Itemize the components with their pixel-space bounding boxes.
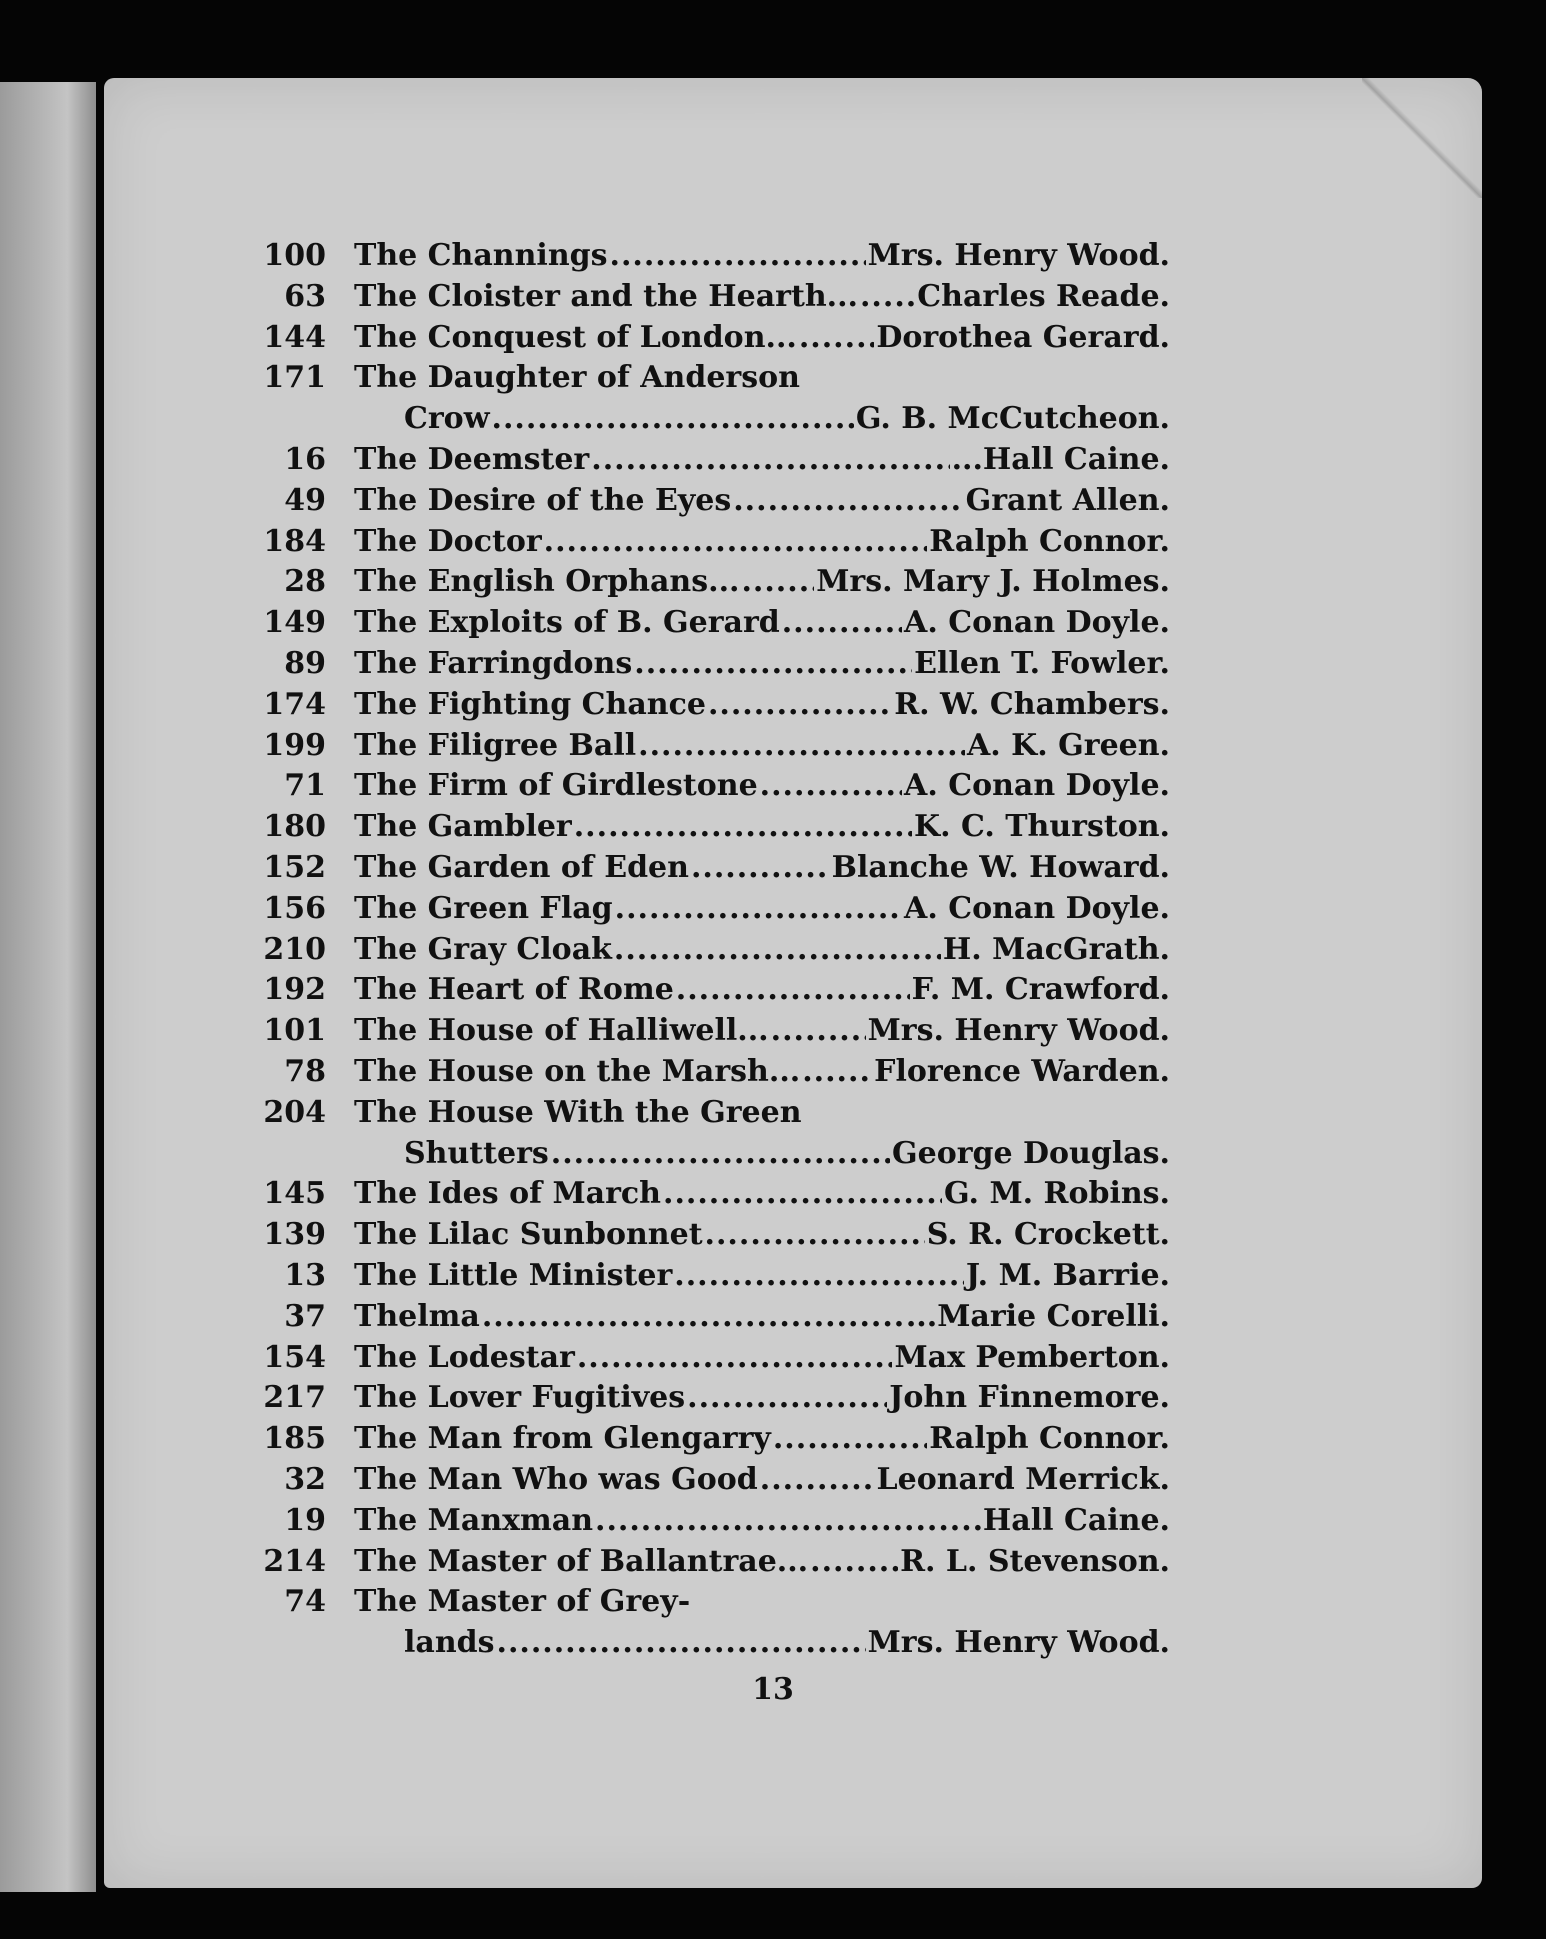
entry-number: 217 [263, 1380, 326, 1416]
entry-line [354, 522, 1170, 563]
entry-title: Thelma [354, 1298, 480, 1334]
entry-line [354, 481, 1170, 522]
entry-author: Grant Allen. [965, 482, 1170, 518]
entry-title: The Farringdons [354, 645, 633, 681]
entry-title-continuation: Shutters [404, 1135, 549, 1171]
entry-title: The Heart of Rome [354, 972, 674, 1008]
listing-entry [250, 1582, 1170, 1664]
dot-leader [482, 1297, 904, 1338]
dot-leader [663, 1174, 942, 1215]
entry-continuation-line [404, 1623, 1170, 1664]
dot-leader [799, 318, 874, 359]
dot-leader [615, 889, 902, 930]
entry-author: Leonard Merrick. [876, 1461, 1170, 1497]
entry-number: 154 [263, 1339, 326, 1375]
entry-title: The Filigree Ball [354, 727, 637, 763]
entry-continuation-line [404, 399, 1170, 440]
entry-line [354, 1174, 1170, 1215]
dot-leader [614, 930, 941, 971]
entry-line [354, 1419, 1170, 1460]
entry-number: 185 [263, 1421, 326, 1457]
entry-line [354, 318, 1170, 359]
entry-number: 71 [284, 768, 326, 804]
entry-line [354, 1093, 1170, 1134]
entry-author: Hall Caine. [982, 1502, 1170, 1538]
entry-author: ...Marie Corelli. [905, 1298, 1170, 1334]
dot-leader [638, 726, 965, 767]
listing-entry [250, 644, 1170, 685]
entry-line [354, 1215, 1170, 1256]
entry-number: 19 [284, 1502, 326, 1538]
dot-leader [771, 1011, 866, 1052]
entry-title: The Daughter of Anderson [354, 360, 800, 396]
dot-leader [492, 399, 854, 440]
dot-leader [773, 1419, 927, 1460]
entry-number: 145 [263, 1176, 326, 1212]
entry-title: The Fighting Chance [354, 686, 706, 722]
entry-line [354, 562, 1170, 603]
entry-line [354, 807, 1170, 848]
entry-number: 184 [263, 523, 326, 559]
entry-author: George Douglas. [891, 1135, 1170, 1171]
entry-title: The Lilac Sunbonnet [354, 1217, 703, 1253]
entry-title: The Channings [354, 238, 608, 273]
dot-leader [551, 1134, 890, 1175]
dot-leader [741, 562, 814, 603]
entry-number: 174 [263, 686, 326, 722]
listing-entry [250, 562, 1170, 603]
previous-page-edge [0, 82, 96, 1892]
entry-author: Charles Reade. [917, 278, 1170, 314]
entry-author: ...Hall Caine. [951, 441, 1170, 477]
entry-author: Ellen T. Fowler. [914, 645, 1170, 681]
entry-line [354, 236, 1170, 277]
entry-author: K. C. Thurston. [914, 809, 1170, 845]
entry-title: The House With the Green [354, 1094, 802, 1130]
dot-leader [810, 1542, 898, 1583]
entry-title: The Man from Glengarry [354, 1421, 771, 1457]
entry-line [354, 970, 1170, 1011]
entry-author: Mrs. Henry Wood. [867, 1625, 1170, 1661]
dot-leader [497, 1623, 866, 1664]
entry-line [354, 644, 1170, 685]
listing-entry [250, 1460, 1170, 1501]
listing-entry [250, 1378, 1170, 1419]
entry-number: 32 [284, 1461, 326, 1497]
entry-author: A. Conan Doyle. [904, 768, 1170, 804]
entry-number: 156 [263, 890, 326, 926]
dot-leader [544, 522, 928, 563]
listing-entry [250, 807, 1170, 848]
entry-title: The Gambler [354, 809, 572, 845]
entry-line [354, 358, 1170, 399]
listing-entry [250, 481, 1170, 522]
entry-line [354, 1378, 1170, 1419]
dot-leader [687, 1378, 887, 1419]
dot-leader [595, 1501, 981, 1542]
entry-author: J. M. Barrie. [965, 1257, 1170, 1293]
listing-entry [250, 1093, 1170, 1175]
entry-author: A. Conan Doyle. [904, 605, 1170, 641]
entry-title: The Conquest of London... [354, 319, 797, 355]
entry-author: Mrs. Mary J. Holmes. [816, 564, 1170, 600]
listing-entry [250, 277, 1170, 318]
entry-author: R. L. Stevenson. [900, 1543, 1170, 1579]
listing-entry [250, 1419, 1170, 1460]
entry-author: R. W. Chambers. [894, 686, 1170, 722]
entry-title: The Deemster [354, 441, 590, 477]
entry-title: The Green Flag [354, 890, 613, 926]
entry-title: The House of Halliwell... [354, 1013, 769, 1049]
entry-author: F. M. Crawford. [911, 972, 1170, 1008]
listing-entry [250, 766, 1170, 807]
entry-author: H. MacGrath. [942, 931, 1170, 967]
entry-line [354, 1052, 1170, 1093]
entry-line [354, 1501, 1170, 1542]
entry-number: 152 [263, 849, 326, 885]
listing-entry [250, 1011, 1170, 1052]
entry-author: Mrs. Henry Wood. [867, 1013, 1170, 1049]
entry-author: Blanche W. Howard. [831, 849, 1170, 885]
entry-line [354, 889, 1170, 930]
entry-title: The House on the Marsh... [354, 1053, 801, 1089]
listing-entry [250, 685, 1170, 726]
dot-leader [760, 1460, 875, 1501]
entry-author: A. K. Green. [967, 727, 1170, 763]
entry-title: The Ides of March [354, 1176, 661, 1212]
entry-line [354, 685, 1170, 726]
entry-author: G. M. Robins. [944, 1176, 1170, 1212]
entry-title: The Man Who was Good [354, 1461, 758, 1497]
entry-author: Max Pemberton. [894, 1339, 1170, 1375]
dot-leader [782, 603, 902, 644]
listing-entry [250, 848, 1170, 889]
entry-number: 214 [263, 1543, 326, 1579]
entry-line [354, 1011, 1170, 1052]
dot-leader [577, 1338, 893, 1379]
dot-leader [574, 807, 912, 848]
dot-leader [591, 440, 949, 481]
entry-line [354, 930, 1170, 971]
entry-line [354, 1256, 1170, 1297]
entry-line [354, 1542, 1170, 1583]
entry-title: The Desire of the Eyes [354, 482, 732, 518]
listing-entry [250, 970, 1170, 1011]
entry-line [354, 440, 1170, 481]
entry-line [354, 766, 1170, 807]
entry-line [354, 1338, 1170, 1379]
entry-title: The Little Minister [354, 1257, 673, 1293]
entry-number: 192 [263, 972, 326, 1008]
entry-title: The Master of Grey- [354, 1584, 691, 1620]
listing-entry [250, 1256, 1170, 1297]
listing-entry [250, 318, 1170, 359]
listing-entry [250, 1338, 1170, 1379]
listing-entry [250, 522, 1170, 563]
entry-title: The English Orphans... [354, 564, 740, 600]
entry-number: 28 [284, 564, 326, 600]
page-corner-fold [1362, 78, 1482, 198]
entry-number: 63 [284, 278, 326, 314]
listing-entry [250, 236, 1170, 277]
listing-entry [250, 889, 1170, 930]
entry-number: 171 [263, 360, 326, 396]
listing-entry [250, 603, 1170, 644]
listing-entry [250, 1501, 1170, 1542]
entry-author: John Finnemore. [889, 1380, 1170, 1416]
entry-title: The Cloister and the Hearth... [354, 278, 858, 314]
book-listing [250, 236, 1170, 1664]
listing-entry [250, 930, 1170, 971]
entry-author: Dorothea Gerard. [876, 319, 1170, 355]
entry-number: 89 [284, 645, 326, 681]
listing-entry [250, 1052, 1170, 1093]
entry-author: Mrs. Henry Wood. [867, 238, 1170, 273]
entry-author: Ralph Connor. [929, 1421, 1170, 1457]
entry-title: The Doctor [354, 523, 542, 559]
entry-number: 78 [284, 1053, 326, 1089]
dot-leader [634, 644, 912, 685]
listing-entry [250, 1542, 1170, 1583]
entry-number: 49 [284, 482, 326, 518]
entry-title: The Lodestar [354, 1339, 575, 1375]
entry-title: The Manxman [354, 1502, 594, 1538]
entry-author: Ralph Connor. [929, 523, 1170, 559]
entry-line [354, 726, 1170, 767]
entry-title-continuation: lands [404, 1625, 495, 1661]
entry-author: S. R. Crockett. [926, 1217, 1170, 1253]
dot-leader [802, 1052, 872, 1093]
listing-entry [250, 440, 1170, 481]
dot-leader [705, 1215, 925, 1256]
entry-title-continuation: Crow [404, 401, 490, 437]
listing-entry [250, 1297, 1170, 1338]
entry-line [354, 1582, 1170, 1623]
entry-number: 199 [263, 727, 326, 763]
listing-entry [250, 358, 1170, 440]
entry-number: 210 [263, 931, 326, 967]
dot-leader [860, 277, 915, 318]
dot-leader [691, 848, 830, 889]
entry-number: 149 [263, 605, 326, 641]
listing-entry [250, 1174, 1170, 1215]
entry-title: The Firm of Girdlestone [354, 768, 758, 804]
dot-leader [760, 766, 902, 807]
entry-number: 13 [284, 1257, 326, 1293]
entry-number: 37 [284, 1298, 326, 1334]
entry-line [354, 1460, 1170, 1501]
entry-number: 100 [263, 238, 326, 273]
entry-number: 139 [263, 1217, 326, 1253]
entry-number: 144 [263, 319, 326, 355]
entry-author: G. B. McCutcheon. [855, 401, 1170, 437]
entry-number: 101 [263, 1013, 326, 1049]
dot-leader [610, 236, 866, 277]
dot-leader [674, 1256, 964, 1297]
entry-line [354, 277, 1170, 318]
entry-continuation-line [404, 1134, 1170, 1175]
entry-title: The Lover Fugitives [354, 1380, 686, 1416]
dot-leader [708, 685, 892, 726]
entry-title: The Garden of Eden [354, 849, 689, 885]
entry-title: The Gray Cloak [354, 931, 612, 967]
page-number: 13 [752, 1672, 794, 1707]
entry-line [354, 1297, 1170, 1338]
entry-number: 204 [263, 1094, 326, 1130]
entry-number: 16 [284, 441, 326, 477]
listing-entry [250, 1215, 1170, 1256]
entry-line [354, 603, 1170, 644]
entry-line [354, 848, 1170, 889]
listing-entry [250, 726, 1170, 767]
entry-title: The Exploits of B. Gerard [354, 605, 780, 641]
entry-number: 180 [263, 809, 326, 845]
entry-author: Florence Warden. [874, 1053, 1170, 1089]
dot-leader [733, 481, 963, 522]
entry-number: 74 [284, 1584, 326, 1620]
dot-leader [676, 970, 910, 1011]
entry-title: The Master of Ballantrae... [354, 1543, 809, 1579]
entry-author: A. Conan Doyle. [904, 890, 1170, 926]
